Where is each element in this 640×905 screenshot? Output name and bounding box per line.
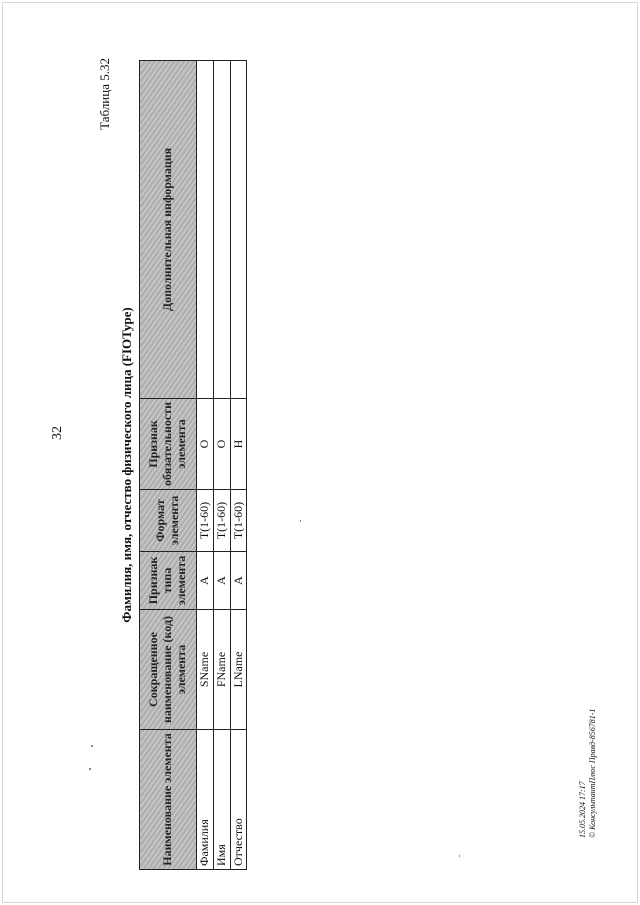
cell-element-type: A [197, 552, 214, 610]
cell-additional-info [213, 61, 230, 399]
cell-element-required: О [213, 398, 230, 489]
table-row [230, 61, 247, 870]
cell-element-code: LName [230, 610, 247, 730]
cell-element-format: T(1-60) [213, 490, 230, 552]
document-stamp [578, 709, 599, 838]
header-element-code: Сокращенное наименование (код) элемента [140, 610, 197, 730]
table-caption: Фамилия, имя, отчество физического лица (FIOType) [119, 307, 134, 623]
cell-element-format: T(1-60) [197, 490, 214, 552]
cell-additional-info [230, 61, 247, 399]
scan-speck [89, 768, 91, 770]
table-header-row [140, 61, 197, 870]
rotated-table-block [97, 40, 245, 890]
page-number: 32 [50, 426, 65, 440]
cell-element-type: A [230, 552, 247, 610]
cell-element-code: FName [213, 610, 230, 730]
header-element-name: Наименование элемента [140, 730, 197, 870]
fio-table [139, 60, 247, 870]
stamp-source: © КонсультантПлюс Правд-856781-1 [588, 708, 598, 838]
table-row [213, 61, 230, 870]
cell-element-name: Имя [213, 730, 230, 870]
cell-element-code: SName [197, 610, 214, 730]
header-additional-info: Дополнительная информация [140, 61, 197, 399]
cell-element-type: A [213, 552, 230, 610]
cell-element-name: Отчество [230, 730, 247, 870]
cell-additional-info [197, 61, 214, 399]
cell-element-name: Фамилия [197, 730, 214, 870]
scan-speck [459, 855, 460, 857]
stamp-timestamp: 15.05.2024 17:17 [578, 781, 587, 838]
cell-element-required: Н [230, 398, 247, 489]
header-element-required: Признак обязательности элемента [140, 398, 197, 489]
cell-element-required: О [197, 398, 214, 489]
scan-speck [300, 520, 301, 522]
header-element-format: Формат элемента [140, 490, 197, 552]
scan-speck [91, 745, 93, 747]
cell-element-format: T(1-60) [230, 490, 247, 552]
header-element-type: Признак типа элемента [140, 552, 197, 610]
table-row [197, 61, 214, 870]
table-label: Таблица 5.32 [97, 58, 112, 130]
